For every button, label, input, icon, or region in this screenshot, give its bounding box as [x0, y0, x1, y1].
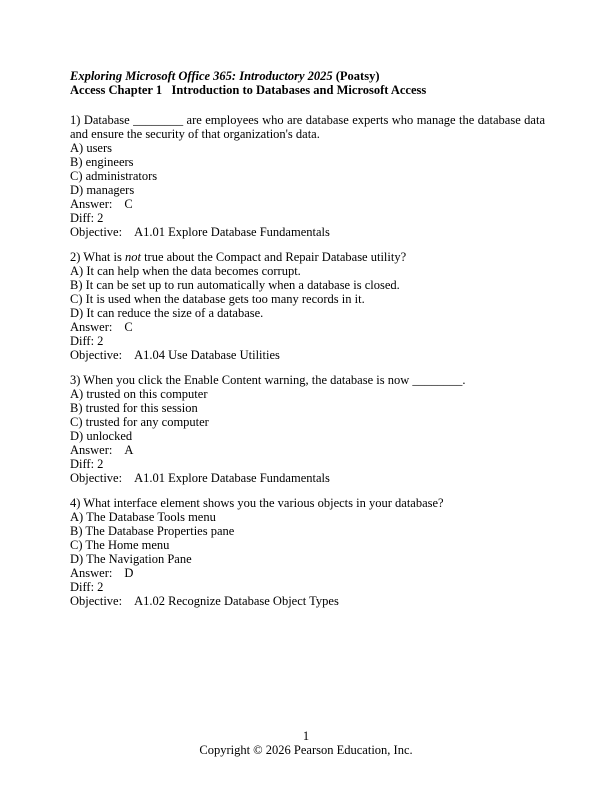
question-1-option-c: C) administrators	[70, 169, 158, 183]
question-3-option-d: D) unlocked	[70, 429, 133, 443]
question-2-stem-post: true about the Compact and Repair Database utility?	[140, 250, 407, 264]
answer-value: C	[124, 197, 133, 211]
book-title: Exploring Microsoft Office 365: Introductory 2025	[70, 69, 333, 83]
page-footer	[0, 729, 612, 757]
diff-value: 2	[97, 334, 104, 348]
chapter-title: Access Chapter 1 Introduction to Databases and Microsoft Access	[70, 83, 427, 97]
question-1-answer-row	[70, 197, 545, 211]
objective-value: A1.02 Recognize Database Object Types	[134, 594, 339, 608]
question-3-objective-row	[70, 471, 545, 485]
question-1-objective-row	[70, 225, 545, 239]
book-author: (Poatsy)	[332, 69, 380, 83]
objective-label: Objective:	[70, 471, 123, 485]
diff-value: 2	[97, 580, 104, 594]
copyright: Copyright © 2026 Pearson Education, Inc.	[199, 743, 413, 757]
objective-label: Objective:	[70, 225, 123, 239]
question-4-answer-row	[70, 566, 545, 580]
question-2-option-c: C) It is used when the database gets too many records in it.	[70, 292, 365, 306]
page-content	[70, 69, 549, 619]
answer-value: D	[124, 566, 134, 580]
question-1-diff-row	[70, 211, 545, 225]
answer-label: Answer:	[70, 320, 113, 334]
question-4-diff-row	[70, 580, 545, 594]
question-2-objective-row	[70, 348, 545, 362]
objective-value: A1.01 Explore Database Fundamentals	[134, 471, 330, 485]
question-2-stem	[70, 250, 545, 264]
document-header	[70, 69, 545, 97]
question-2-option-a: A) It can help when the data becomes corrupt.	[70, 264, 301, 278]
objective-value: A1.01 Explore Database Fundamentals	[134, 225, 330, 239]
book-title-line	[70, 69, 545, 83]
answer-label: Answer:	[70, 197, 113, 211]
question-2-option-b: B) It can be set up to run automatically when a database is closed.	[70, 278, 400, 292]
answer-value: C	[124, 320, 133, 334]
diff-value: 2	[97, 457, 104, 471]
objective-label: Objective:	[70, 348, 123, 362]
question-3-option-b: B) trusted for this session	[70, 401, 198, 415]
answer-label: Answer:	[70, 566, 113, 580]
question-3-diff-row	[70, 457, 545, 471]
question-2-stem-pre: 2) What is	[70, 250, 125, 264]
question-4-option-c: C) The Home menu	[70, 538, 170, 552]
question-4-option-d: D) The Navigation Pane	[70, 552, 192, 566]
question-2-stem-italic: not	[124, 250, 141, 264]
question-block-3	[70, 373, 545, 485]
question-block-4	[70, 496, 545, 608]
diff-label: Diff:	[70, 580, 95, 594]
page-number: 1	[302, 729, 310, 743]
question-4-stem: 4) What interface element shows you the various objects in your database?	[70, 496, 444, 510]
diff-label: Diff:	[70, 211, 95, 225]
question-3-answer-row	[70, 443, 545, 457]
question-2-answer-row	[70, 320, 545, 334]
question-2-diff-row	[70, 334, 545, 348]
question-3-stem: 3) When you click the Enable Content warning, the database is now ________.	[70, 373, 466, 387]
answer-value: A	[124, 443, 134, 457]
question-4-option-a: A) The Database Tools menu	[70, 510, 216, 524]
question-block-2	[70, 250, 545, 362]
diff-label: Diff:	[70, 457, 95, 471]
question-2-option-d: D) It can reduce the size of a database.	[70, 306, 264, 320]
question-block-1	[70, 113, 549, 239]
objective-label: Objective:	[70, 594, 123, 608]
diff-label: Diff:	[70, 334, 95, 348]
question-4-option-b: B) The Database Properties pane	[70, 524, 235, 538]
question-1-option-a: A) users	[70, 141, 113, 155]
question-1-option-b: B) engineers	[70, 155, 134, 169]
question-3-option-a: A) trusted on this computer	[70, 387, 208, 401]
question-1-option-d: D) managers	[70, 183, 135, 197]
question-3-option-c: C) trusted for any computer	[70, 415, 209, 429]
question-1-stem: 1) Database ________ are employees who are database experts who manage the database data and ensure the security of that organization's data.	[70, 113, 549, 141]
question-4-objective-row	[70, 594, 545, 608]
answer-label: Answer:	[70, 443, 113, 457]
diff-value: 2	[97, 211, 104, 225]
objective-value: A1.04 Use Database Utilities	[134, 348, 280, 362]
